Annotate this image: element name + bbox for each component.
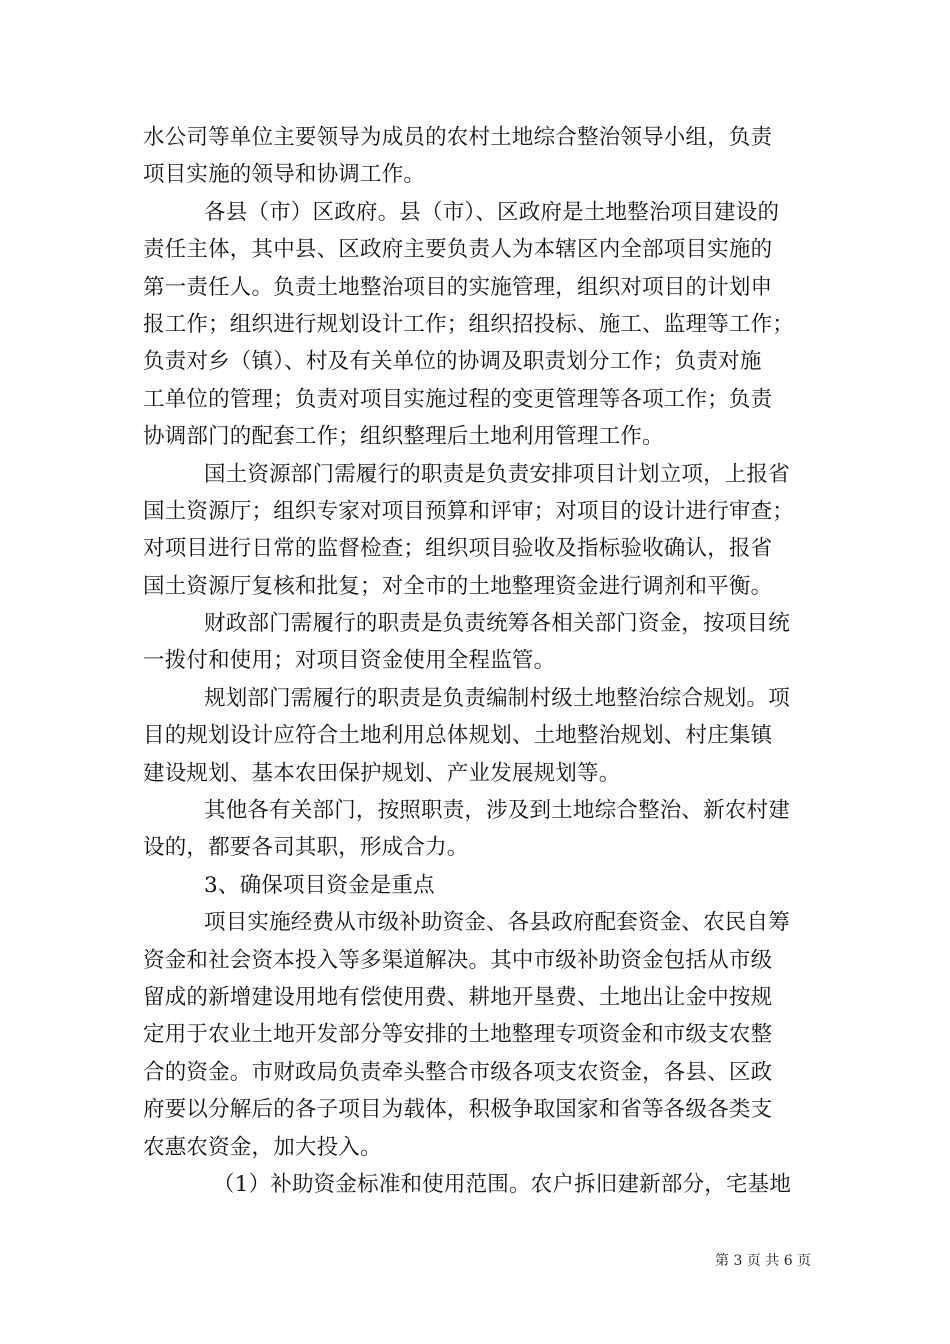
text-line: 合的资金。市财政局负责牵头整合市级各项支农资金，各县、区政 — [143, 1059, 773, 1085]
paragraph-start: 财政部门需履行的职责是负责统筹各相关部门资金，按项目统 — [204, 611, 790, 637]
text-line: 责任主体，其中县、区政府主要负责人为本辖区内全部项目实施的 — [143, 237, 773, 263]
paragraph-start: 其他各有关部门，按照职责，涉及到土地综合整治、新农村建 — [204, 798, 790, 824]
text-line: 项目实施的领导和协调工作。 — [143, 162, 426, 188]
text-line: 建设规划、基本农田保护规划、产业发展规划等。 — [143, 760, 621, 786]
paragraph-start: 项目实施经费从市级补助资金、各县政府配套资金、农民自筹 — [204, 910, 790, 936]
text-line: 工单位的管理；负责对项目实施过程的变更管理等各项工作；负责 — [143, 386, 773, 412]
paragraph-start: 各县（市）区政府。县（市）、区政府是土地整治项目建设的 — [204, 199, 780, 225]
text-line: 第一责任人。负责土地整治项目的实施管理，组织对项目的计划申 — [143, 274, 773, 300]
text-line: 对项目进行日常的监督检查；组织项目验收及指标验收确认，报省 — [143, 536, 773, 562]
text-line: 设的，都要各司其职，形成合力。 — [143, 835, 469, 861]
paragraph-start: 规划部门需履行的职责是负责编制村级土地整治综合规划。项 — [204, 685, 790, 711]
paragraph-start: 国土资源部门需履行的职责是负责安排项目计划立项，上报省 — [204, 461, 790, 487]
text-line: 协调部门的配套工作；组织整理后土地利用管理工作。 — [143, 424, 664, 450]
text-line: 府要以分解后的各子项目为载体，积极争取国家和省等各级各类支 — [143, 1097, 773, 1123]
text-line: 国土资源厅；组织专家对项目预算和评审；对项目的设计进行审查； — [143, 498, 795, 524]
paragraph-start: （1）补助资金标准和使用范围。农户拆旧建新部分，宅基地 — [213, 1171, 792, 1197]
text-line: 定用于农业土地开发部分等安排的土地整理专项资金和市级支农整 — [143, 1022, 773, 1048]
text-line: 一拨付和使用；对项目资金使用全程监管。 — [143, 648, 556, 674]
text-line: 国土资源厅复核和批复；对全市的土地整理资金进行调剂和平衡。 — [143, 573, 773, 599]
text-line: 目的规划设计应符合土地利用总体规划、土地整治规划、村庄集镇 — [143, 723, 773, 749]
text-line: 报工作；组织进行规划设计工作；组织招投标、施工、监理等工作； — [143, 311, 795, 337]
page-number: 第 3 页 共 6 页 — [715, 1253, 812, 1269]
text-line: 负责对乡（镇）、村及有关单位的协调及职责划分工作；负责对施 — [143, 349, 762, 375]
text-line: 留成的新增建设用地有偿使用费、耕地开垦费、土地出让金中按规 — [143, 984, 773, 1010]
text-line: 农惠农资金，加大投入。 — [143, 1134, 382, 1160]
text-line: 水公司等单位主要领导为成员的农村土地综合整治领导小组，负责 — [143, 125, 773, 150]
text-line: 资金和社会资本投入等多渠道解决。其中市级补助资金包括从市级 — [143, 947, 773, 973]
document-body — [143, 119, 815, 1203]
section-heading: 3、确保项目资金是重点 — [204, 872, 435, 898]
